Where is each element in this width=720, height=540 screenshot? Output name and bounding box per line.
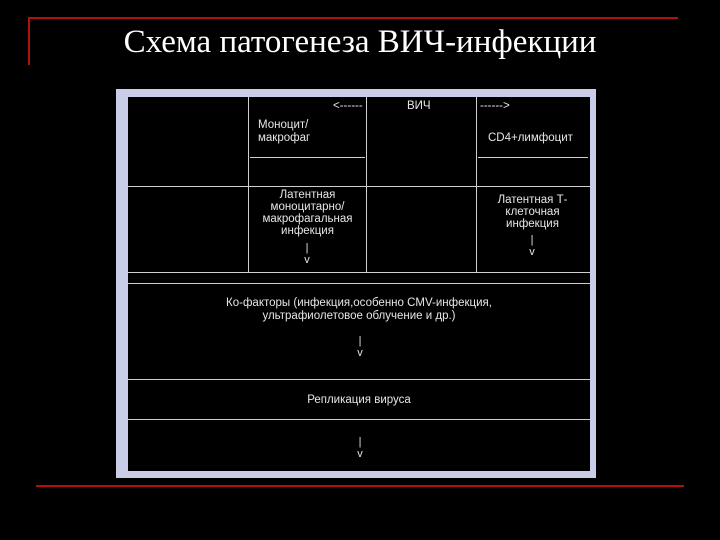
- virus-left-arrow: <------: [333, 100, 363, 112]
- replication-top-line: [128, 379, 590, 380]
- latent-t-line-1: Латентная Т-: [497, 194, 568, 206]
- monocyte-line-1: Моноцит/: [258, 119, 309, 131]
- grid-hline-bottom: [128, 272, 590, 273]
- monocyte-underline: [250, 157, 365, 158]
- cofactors-line-1: Ко-факторы (инфекция,особенно CMV-инфекция,: [226, 297, 492, 309]
- grid-hline-mid: [128, 186, 590, 187]
- latent-t-line-3: инфекция: [506, 218, 559, 230]
- cofactors-line-2: ультрафиолетовое облучение и др.): [262, 310, 456, 322]
- grid-vline-2: [366, 97, 367, 272]
- cd4-underline: [478, 157, 588, 158]
- latent-mono-arrow-head: v: [304, 254, 310, 266]
- replication-bottom-line: [128, 419, 590, 420]
- cofactor-top-line: [128, 283, 590, 284]
- diagram-panel: [128, 97, 590, 471]
- virus-label: ВИЧ: [407, 100, 431, 112]
- latent-mono-arrow-bar: |: [305, 242, 309, 254]
- latent-mono-line-2: моноцитарно/: [270, 201, 345, 213]
- top-accent-line: [28, 17, 678, 19]
- grid-vline-1: [248, 97, 249, 272]
- cd4-label: CD4+лимфоцит: [488, 132, 573, 144]
- replication-arrow-head: v: [357, 448, 363, 460]
- latent-mono-line-1: Латентная: [279, 189, 336, 201]
- slide-title: Схема патогенеза ВИЧ-инфекции: [123, 24, 597, 60]
- cofactors-arrow-bar: |: [358, 335, 362, 347]
- latent-t-arrow-bar: |: [530, 234, 534, 246]
- virus-right-arrow: ------>: [480, 100, 510, 112]
- latent-t-arrow-head: v: [529, 246, 535, 258]
- bottom-accent-line: [36, 485, 684, 487]
- cofactors-arrow-head: v: [357, 347, 363, 359]
- latent-mono-line-4: инфекция: [281, 225, 334, 237]
- latent-mono-line-3: макрофагальная: [262, 213, 353, 225]
- replication-label: Репликация вируса: [307, 394, 411, 406]
- diagram-frame: [116, 89, 596, 478]
- replication-arrow-bar: |: [358, 436, 362, 448]
- grid-vline-3: [476, 97, 477, 272]
- monocyte-line-2: макрофаг: [258, 132, 311, 144]
- latent-t-line-2: клеточная: [505, 206, 560, 218]
